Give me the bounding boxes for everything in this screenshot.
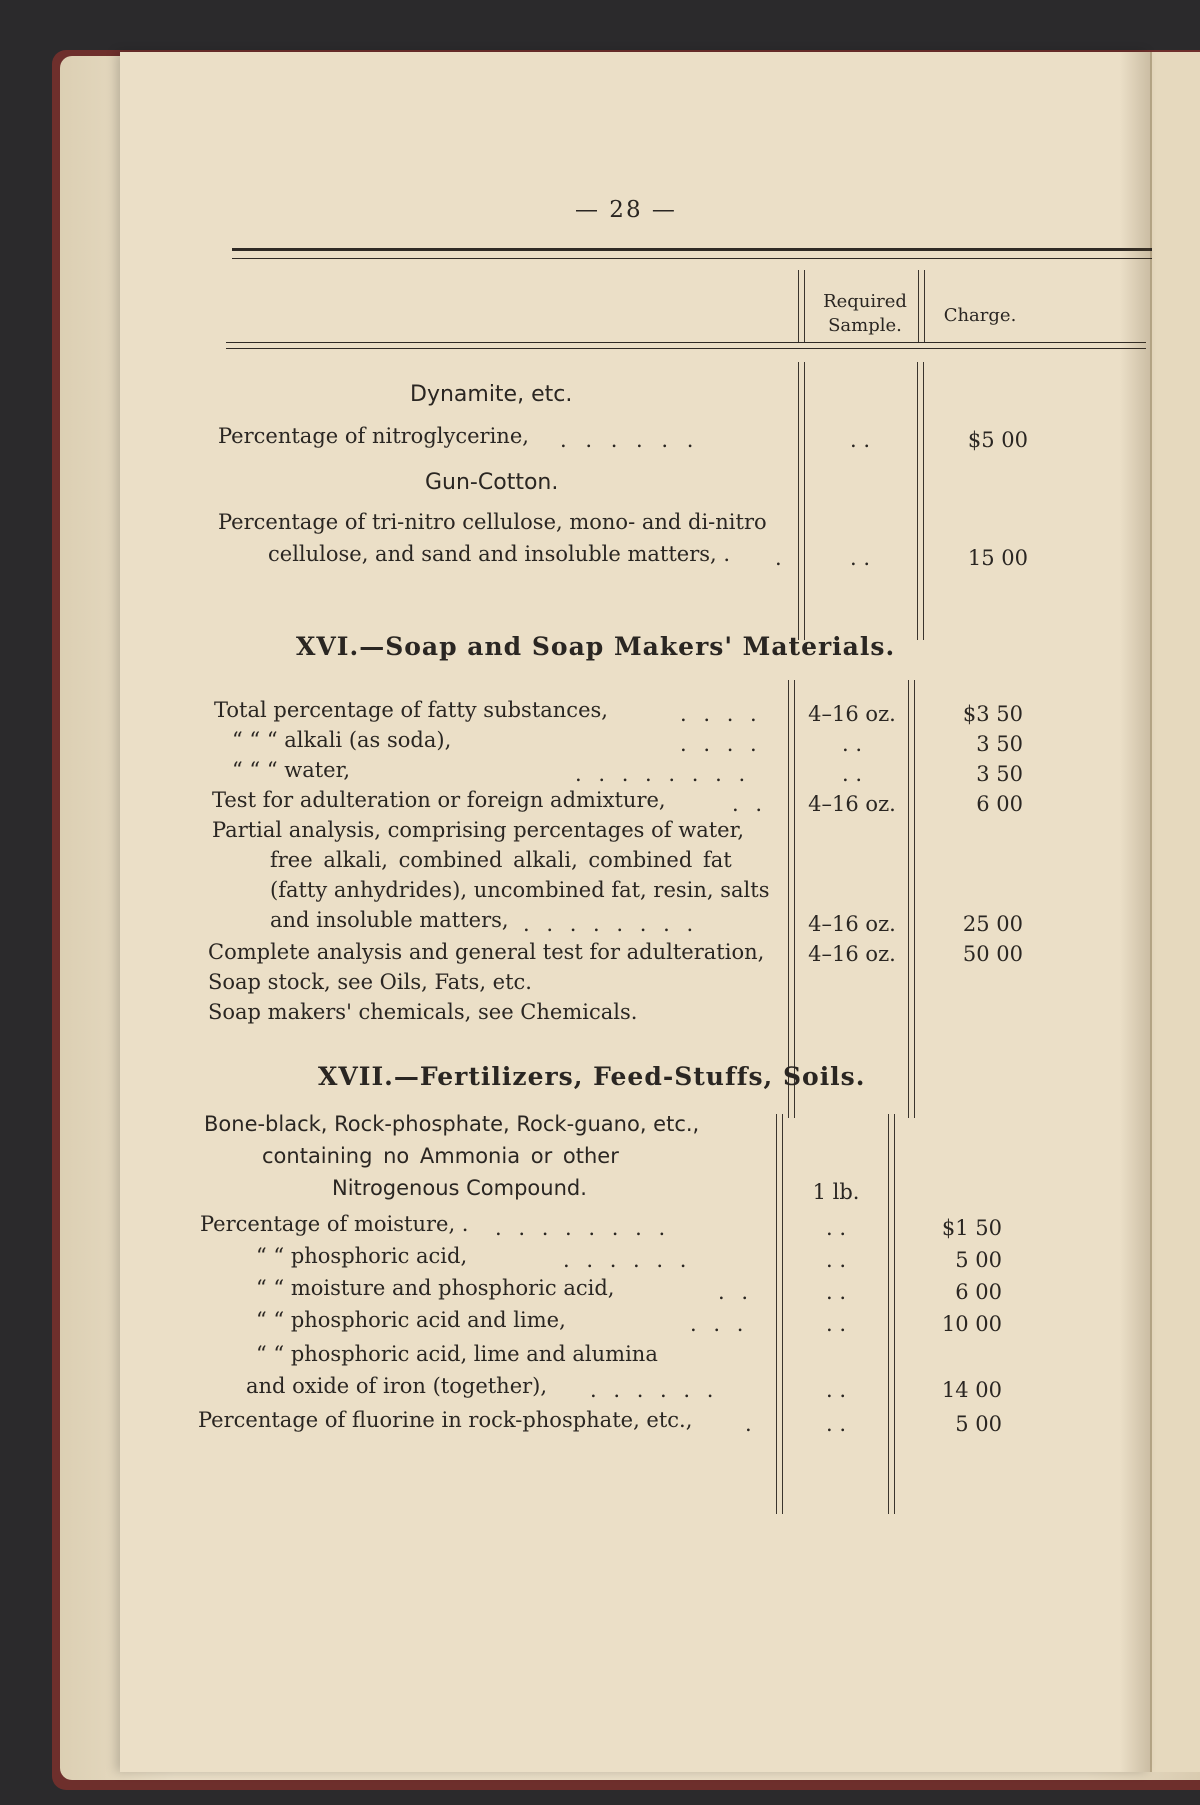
- leader-dots: .: [745, 1412, 752, 1436]
- partial-line4: and insoluble matters,: [270, 908, 509, 932]
- fert-row-moisture: Percentage of moisture, .: [200, 1212, 469, 1236]
- bone-line1: Bone-black, Rock-phosphate, Rock-guano, etc.,: [204, 1112, 700, 1136]
- soap-row-fatty: Total percentage of fatty substances,: [214, 698, 608, 722]
- charge-value: 25 00: [962, 912, 1023, 936]
- partial-line1: Partial analysis, comprising percentages of water,: [212, 818, 744, 842]
- col-divider: [798, 362, 799, 640]
- section-xvii-title: XVII.—Fertilizers, Feed-Stuffs, Soils.: [318, 1062, 866, 1091]
- sample-value: . .: [825, 1216, 847, 1240]
- guncotton-line1: Percentage of tri-nitro cellulose, mono- and di-nitro: [218, 510, 767, 534]
- leader-dots: . . . .: [680, 732, 762, 756]
- sample-value: . .: [825, 1412, 847, 1436]
- col-divider: [914, 680, 915, 1118]
- col-divider: [923, 362, 924, 640]
- col-divider: [918, 270, 919, 342]
- charge-value: 6 00: [955, 1280, 1002, 1304]
- sample-value: . .: [849, 428, 871, 452]
- bone-line3: Nitrogenous Compound.: [332, 1176, 587, 1200]
- section-xvi-title: XVI.—Soap and Soap Makers' Materials.: [296, 632, 896, 661]
- leader-dots: . . . . . . . .: [523, 912, 699, 936]
- charge-value: $5 00: [967, 428, 1028, 452]
- leader-dots: . . . . . . . .: [495, 1216, 671, 1240]
- leader-dots: . . .: [690, 1312, 749, 1336]
- fert-alumina-line1: “ “ phosphoric acid, lime and alumina: [256, 1342, 658, 1366]
- partial-line2: free alkali, combined alkali, combined fat: [270, 848, 732, 872]
- soap-stock: Soap stock, see Oils, Fats, etc.: [208, 970, 532, 994]
- charge-value: 5 00: [955, 1248, 1002, 1272]
- charge-value: 14 00: [941, 1378, 1002, 1402]
- leader-dots: . . . . . .: [590, 1378, 719, 1402]
- charge-value: 6 00: [976, 792, 1023, 816]
- sample-value: 4–16 oz.: [808, 702, 896, 726]
- leader-dots: . . . . . . . .: [575, 762, 751, 786]
- required-sample-header: [810, 290, 920, 338]
- leader-dots: . .: [732, 792, 768, 816]
- sample-value: 4–16 oz.: [808, 942, 896, 966]
- col-divider: [788, 680, 789, 1118]
- header-top-rule-thin: [232, 258, 1152, 259]
- col-divider: [894, 1114, 895, 1514]
- charge-value: $1 50: [941, 1216, 1002, 1240]
- required-header-line1: Required: [823, 291, 907, 312]
- col-divider: [924, 270, 925, 342]
- sample-value: . .: [841, 762, 863, 786]
- charge-value: 15 00: [967, 546, 1028, 570]
- soap-row-alkali: “ “ “ alkali (as soda),: [232, 728, 452, 752]
- col-divider: [798, 270, 799, 342]
- sample-value: . .: [849, 546, 871, 570]
- fert-fluorine: Percentage of fluorine in rock-phosphate, etc.,: [198, 1408, 693, 1432]
- partial-line3: (fatty anhydrides), uncombined fat, resin, salts: [270, 878, 770, 902]
- charge-value: 10 00: [941, 1312, 1002, 1336]
- guncotton-line2: cellulose, and sand and insoluble matters, .: [268, 542, 731, 566]
- sample-value: 4–16 oz.: [808, 792, 896, 816]
- leader-dots: . . . . . .: [563, 1248, 692, 1272]
- col-divider: [776, 1114, 777, 1514]
- required-header-line2: Sample.: [828, 315, 902, 336]
- bone-line2: containing no Ammonia or other: [262, 1144, 619, 1168]
- leader-dots: .: [775, 546, 782, 570]
- charge-value: 3 50: [976, 762, 1023, 786]
- dynamite-line: Percentage of nitroglycerine,: [218, 424, 529, 448]
- col-divider: [908, 680, 909, 1118]
- charge-value: 3 50: [976, 732, 1023, 756]
- complete-analysis: Complete analysis and general test for adulteration,: [208, 940, 765, 964]
- dynamite-title: Dynamite, etc.: [410, 382, 573, 407]
- fert-row-phosphoric: “ “ phosphoric acid,: [256, 1244, 468, 1268]
- col-divider: [917, 362, 918, 640]
- col-divider: [804, 362, 805, 640]
- charge-value: 50 00: [962, 942, 1023, 966]
- header-bottom-rule-2: [226, 348, 1146, 349]
- leader-dots: . .: [718, 1280, 754, 1304]
- header-bottom-rule: [226, 342, 1146, 343]
- header-top-rule: [232, 248, 1152, 251]
- sample-value: . .: [825, 1378, 847, 1402]
- charge-value: 5 00: [955, 1412, 1002, 1436]
- leader-dots: . . . . . .: [560, 428, 700, 452]
- sample-value: . .: [825, 1248, 847, 1272]
- guncotton-title: Gun-Cotton.: [425, 470, 559, 495]
- leader-dots: . . . .: [680, 702, 762, 726]
- soap-row-test: Test for adulteration or foreign admixture,: [212, 788, 666, 812]
- col-divider: [804, 270, 805, 342]
- soap-row-water: “ “ “ water,: [232, 758, 351, 782]
- sample-value: 1 lb.: [812, 1180, 860, 1204]
- book-page: [120, 52, 1150, 1772]
- sample-value: 4–16 oz.: [808, 912, 896, 936]
- sample-value: . .: [841, 732, 863, 756]
- sample-value: . .: [825, 1280, 847, 1304]
- soap-chemicals: Soap makers' chemicals, see Chemicals.: [208, 1000, 638, 1024]
- col-divider: [794, 680, 795, 1118]
- col-divider: [888, 1114, 889, 1514]
- page-number: — 28 —: [575, 197, 677, 223]
- col-divider: [782, 1114, 783, 1514]
- sample-value: . .: [825, 1312, 847, 1336]
- facing-page-edge: [1150, 52, 1200, 1772]
- fert-alumina-line2: and oxide of iron (together),: [246, 1374, 548, 1398]
- fert-row-phos-lime: “ “ phosphoric acid and lime,: [256, 1308, 566, 1332]
- charge-value: $3 50: [962, 702, 1023, 726]
- charge-header: Charge.: [943, 305, 1017, 326]
- fert-row-moist-phos: “ “ moisture and phosphoric acid,: [256, 1276, 615, 1300]
